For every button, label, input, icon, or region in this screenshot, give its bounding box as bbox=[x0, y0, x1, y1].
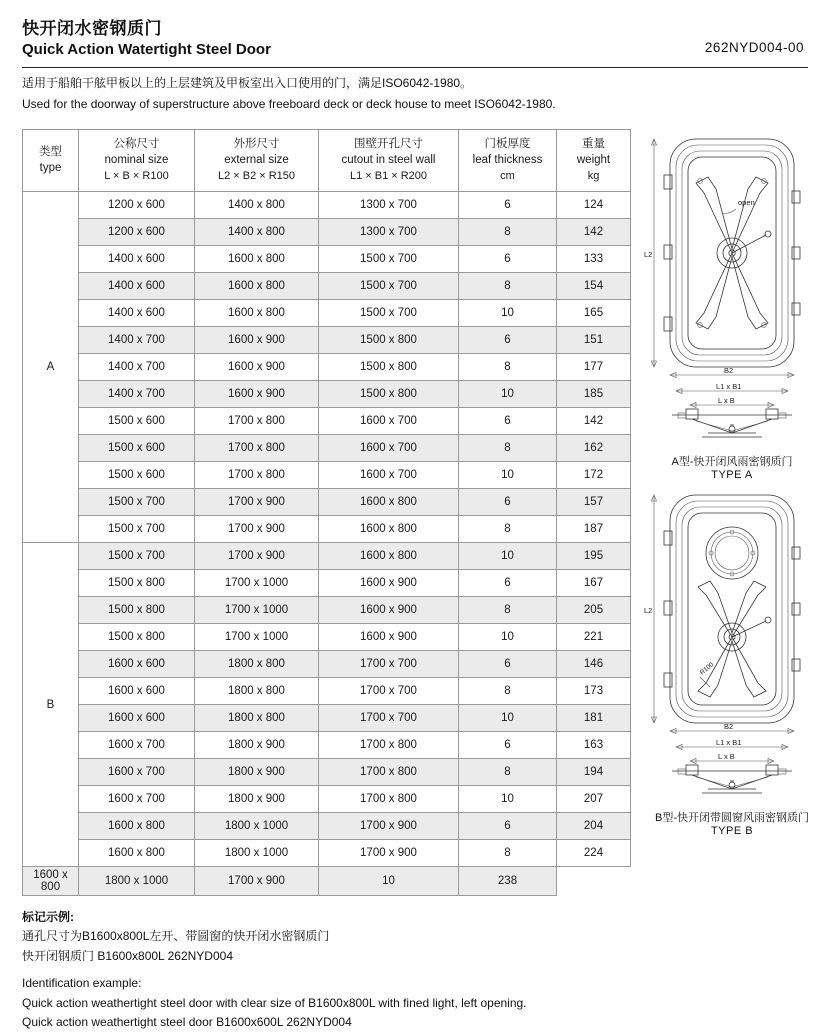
mark-title-en: Identification example: bbox=[22, 976, 142, 991]
cell-external-size: 1700 x 800 bbox=[195, 408, 319, 435]
cell-external-size: 1800 x 1000 bbox=[195, 813, 319, 840]
figure-b-nominal-label: L x B bbox=[718, 751, 735, 761]
cell-weight: 133 bbox=[557, 246, 631, 273]
figure-b-radius-label: R100 bbox=[698, 660, 716, 677]
cell-weight: 142 bbox=[557, 219, 631, 246]
cell-leaf-thickness: 8 bbox=[459, 435, 557, 462]
cell-weight: 204 bbox=[557, 813, 631, 840]
cell-weight: 157 bbox=[557, 489, 631, 516]
col-header-cutout bbox=[319, 129, 459, 191]
cell-external-size: 1800 x 1000 bbox=[195, 840, 319, 867]
table-row bbox=[23, 273, 631, 300]
cell-nominal-size: 1400 x 600 bbox=[79, 300, 195, 327]
table-row bbox=[23, 246, 631, 273]
page-title-cn: 快开闭水密钢质门 bbox=[22, 19, 162, 38]
figure-type-a bbox=[642, 131, 822, 481]
col-header-weight-cn: 重量 bbox=[582, 137, 605, 150]
cell-weight: 205 bbox=[557, 597, 631, 624]
figure-a-open-label: open bbox=[738, 197, 755, 207]
cell-cutout-size: 1700 x 900 bbox=[319, 840, 459, 867]
cell-nominal-size: 1200 x 600 bbox=[79, 192, 195, 219]
col-header-nominal bbox=[79, 129, 195, 191]
figure-a-nominal-label: L x B bbox=[718, 395, 735, 405]
cell-cutout-size: 1600 x 700 bbox=[319, 462, 459, 489]
cell-nominal-size: 1600 x 600 bbox=[79, 651, 195, 678]
cell-nominal-size: 1600 x 700 bbox=[79, 732, 195, 759]
cell-cutout-size: 1600 x 900 bbox=[319, 597, 459, 624]
cell-nominal-size: 1500 x 600 bbox=[79, 435, 195, 462]
col-header-external-cn: 外形尺寸 bbox=[233, 137, 280, 150]
figures-column bbox=[630, 129, 822, 843]
cell-external-size: 1800 x 800 bbox=[195, 705, 319, 732]
cell-external-size: 1800 x 800 bbox=[195, 651, 319, 678]
figure-type-a-front-view bbox=[642, 131, 822, 381]
cell-external-size: 1800 x 900 bbox=[195, 786, 319, 813]
table-row bbox=[23, 813, 631, 840]
cell-nominal-size: 1400 x 700 bbox=[79, 381, 195, 408]
cell-nominal-size: 1400 x 600 bbox=[79, 273, 195, 300]
cell-external-size: 1700 x 1000 bbox=[195, 624, 319, 651]
figure-b-width-label: B2 bbox=[724, 721, 734, 731]
cell-cutout-size: 1700 x 900 bbox=[319, 813, 459, 840]
cell-nominal-size: 1500 x 800 bbox=[79, 624, 195, 651]
document-header bbox=[22, 18, 808, 113]
cell-leaf-thickness: 10 bbox=[319, 867, 459, 896]
cell-cutout-size: 1700 x 800 bbox=[319, 786, 459, 813]
cell-weight: 154 bbox=[557, 273, 631, 300]
table-row bbox=[23, 300, 631, 327]
figure-b-caption-en: TYPE B bbox=[710, 824, 754, 837]
figure-b-cut-label: L1 x B1 bbox=[716, 737, 742, 747]
cell-external-size: 1700 x 900 bbox=[195, 516, 319, 543]
cell-external-size: 1700 x 1000 bbox=[195, 570, 319, 597]
cell-cutout-size: 1500 x 700 bbox=[319, 273, 459, 300]
cell-cutout-size: 1700 x 900 bbox=[195, 867, 319, 896]
col-header-weight-en: weight bbox=[576, 154, 611, 167]
cell-weight: 172 bbox=[557, 462, 631, 489]
cell-cutout-size: 1700 x 700 bbox=[319, 705, 459, 732]
figure-a-width-label: B2 bbox=[724, 365, 734, 375]
cell-external-size: 1400 x 800 bbox=[195, 219, 319, 246]
col-header-external bbox=[195, 129, 319, 191]
cell-external-size: 1600 x 900 bbox=[195, 327, 319, 354]
cell-external-size: 1700 x 900 bbox=[195, 489, 319, 516]
spec-table bbox=[22, 129, 631, 896]
spec-table-head bbox=[23, 129, 631, 191]
cell-leaf-thickness: 6 bbox=[459, 489, 557, 516]
cell-external-size: 1600 x 800 bbox=[195, 300, 319, 327]
cell-cutout-size: 1600 x 800 bbox=[319, 489, 459, 516]
cell-leaf-thickness: 6 bbox=[459, 813, 557, 840]
cell-leaf-thickness: 10 bbox=[459, 381, 557, 408]
cell-leaf-thickness: 8 bbox=[459, 759, 557, 786]
cell-weight: 124 bbox=[557, 192, 631, 219]
cell-cutout-size: 1700 x 700 bbox=[319, 651, 459, 678]
cell-leaf-thickness: 10 bbox=[459, 543, 557, 570]
cell-cutout-size: 1700 x 800 bbox=[319, 732, 459, 759]
cell-nominal-size: 1500 x 600 bbox=[79, 408, 195, 435]
cell-leaf-thickness: 10 bbox=[459, 462, 557, 489]
cell-leaf-thickness: 10 bbox=[459, 624, 557, 651]
cell-leaf-thickness: 10 bbox=[459, 786, 557, 813]
cell-weight: 185 bbox=[557, 381, 631, 408]
mark-line1-en: Quick action weathertight steel door with clear size of B1600x800L with fined light, left opening. bbox=[22, 995, 527, 1010]
document-code: 262NYD004-00 bbox=[704, 40, 804, 55]
cell-nominal-size: 1600 x 600 bbox=[79, 705, 195, 732]
col-header-external-en: external size bbox=[224, 154, 289, 167]
cell-weight: 238 bbox=[459, 867, 557, 896]
cell-cutout-size: 1600 x 900 bbox=[319, 624, 459, 651]
cell-leaf-thickness: 8 bbox=[459, 678, 557, 705]
content-area bbox=[22, 129, 808, 896]
description-en: Used for the doorway of superstructure above freeboard deck or deck house to meet ISO6042-1980. bbox=[22, 96, 556, 111]
cell-external-size: 1700 x 900 bbox=[195, 543, 319, 570]
col-header-nominal-en: nominal size bbox=[104, 154, 169, 167]
cell-cutout-size: 1600 x 700 bbox=[319, 435, 459, 462]
cell-nominal-size: 1400 x 600 bbox=[79, 246, 195, 273]
cell-leaf-thickness: 8 bbox=[459, 219, 557, 246]
table-row bbox=[23, 489, 631, 516]
figure-a-cut-label: L1 x B1 bbox=[716, 381, 742, 391]
col-header-type bbox=[23, 129, 79, 191]
description-cn: 适用于船舶干舷甲板以上的上层建筑及甲板室出入口使用的门，满足ISO6042-1980。 bbox=[22, 75, 473, 90]
cell-nominal-size: 1600 x 600 bbox=[79, 678, 195, 705]
cell-weight: 163 bbox=[557, 732, 631, 759]
page-title-en: Quick Action Watertight Steel Door bbox=[22, 41, 271, 59]
cell-cutout-size: 1500 x 700 bbox=[319, 246, 459, 273]
cell-weight: 195 bbox=[557, 543, 631, 570]
cell-external-size: 1700 x 1000 bbox=[195, 597, 319, 624]
cell-nominal-size: 1400 x 700 bbox=[79, 354, 195, 381]
cell-weight: 167 bbox=[557, 570, 631, 597]
cell-nominal-size: 1600 x 800 bbox=[23, 867, 79, 896]
cell-external-size: 1600 x 800 bbox=[195, 273, 319, 300]
cell-leaf-thickness: 6 bbox=[459, 570, 557, 597]
figure-a-caption-en: TYPE A bbox=[711, 468, 753, 481]
table-row bbox=[23, 678, 631, 705]
cell-nominal-size: 1500 x 700 bbox=[79, 516, 195, 543]
cell-external-size: 1400 x 800 bbox=[195, 192, 319, 219]
cell-weight: 162 bbox=[557, 435, 631, 462]
cell-type-group: A bbox=[23, 192, 79, 543]
cell-nominal-size: 1500 x 700 bbox=[79, 543, 195, 570]
cell-cutout-size: 1600 x 900 bbox=[319, 570, 459, 597]
cell-weight: 165 bbox=[557, 300, 631, 327]
table-row bbox=[23, 381, 631, 408]
cell-weight: 177 bbox=[557, 354, 631, 381]
table-row bbox=[23, 462, 631, 489]
cell-leaf-thickness: 6 bbox=[459, 651, 557, 678]
cell-weight: 151 bbox=[557, 327, 631, 354]
figure-b-caption-cn: B型-快开闭带圆窗风雨密钢质门 bbox=[655, 811, 809, 824]
cell-external-size: 1700 x 800 bbox=[195, 435, 319, 462]
cell-nominal-size: 1600 x 700 bbox=[79, 759, 195, 786]
mark-title-cn: 标记示例: bbox=[22, 910, 74, 925]
table-row bbox=[23, 327, 631, 354]
header-divider bbox=[22, 67, 808, 68]
cell-nominal-size: 1400 x 700 bbox=[79, 327, 195, 354]
col-header-cutout-cn: 围壁开孔尺寸 bbox=[354, 137, 423, 150]
cell-external-size: 1800 x 900 bbox=[195, 732, 319, 759]
cell-cutout-size: 1700 x 800 bbox=[319, 759, 459, 786]
cell-leaf-thickness: 8 bbox=[459, 354, 557, 381]
cell-nominal-size: 1200 x 600 bbox=[79, 219, 195, 246]
cell-weight: 142 bbox=[557, 408, 631, 435]
cell-cutout-size: 1500 x 800 bbox=[319, 327, 459, 354]
spec-table-wrapper bbox=[22, 129, 630, 896]
cell-cutout-size: 1300 x 700 bbox=[319, 192, 459, 219]
figure-a-height-label: L2 bbox=[644, 249, 653, 259]
table-row bbox=[23, 759, 631, 786]
spec-table-body bbox=[23, 192, 631, 896]
col-header-cutout-en: cutout in steel wall bbox=[341, 154, 436, 167]
cell-external-size: 1600 x 900 bbox=[195, 381, 319, 408]
cell-weight: 224 bbox=[557, 840, 631, 867]
cell-cutout-size: 1600 x 800 bbox=[319, 516, 459, 543]
col-header-external-sub: L2 × B2 × R150 bbox=[217, 170, 296, 183]
cell-cutout-size: 1600 x 700 bbox=[319, 408, 459, 435]
cell-nominal-size: 1600 x 800 bbox=[79, 813, 195, 840]
table-row bbox=[23, 786, 631, 813]
table-row bbox=[23, 624, 631, 651]
cell-cutout-size: 1500 x 800 bbox=[319, 381, 459, 408]
cell-cutout-size: 1600 x 800 bbox=[319, 543, 459, 570]
cell-external-size: 1800 x 900 bbox=[195, 759, 319, 786]
mark-line1-cn: 通孔尺寸为B1600x800L左开、带圆窗的快开闭水密钢质门 bbox=[22, 929, 330, 944]
cell-external-size: 1600 x 900 bbox=[195, 354, 319, 381]
cell-weight: 146 bbox=[557, 651, 631, 678]
table-row bbox=[23, 192, 631, 219]
cell-leaf-thickness: 6 bbox=[459, 732, 557, 759]
table-row bbox=[23, 435, 631, 462]
cell-nominal-size: 1500 x 800 bbox=[79, 570, 195, 597]
table-row bbox=[23, 570, 631, 597]
figure-b-height-label: L2 bbox=[644, 605, 653, 615]
cell-leaf-thickness: 6 bbox=[459, 246, 557, 273]
table-row bbox=[23, 543, 631, 570]
mark-line2-en: Quick action weathertight steel door B1600x600L 262NYD004 bbox=[22, 1015, 352, 1030]
table-header-row bbox=[23, 129, 631, 191]
cell-weight: 221 bbox=[557, 624, 631, 651]
cell-leaf-thickness: 8 bbox=[459, 516, 557, 543]
cell-weight: 187 bbox=[557, 516, 631, 543]
figure-a-caption-cn: A型-快开闭风雨密钢质门 bbox=[671, 455, 793, 468]
table-row bbox=[23, 408, 631, 435]
figure-type-b bbox=[642, 487, 822, 837]
cell-external-size: 1800 x 800 bbox=[195, 678, 319, 705]
cell-type-group: B bbox=[23, 543, 79, 867]
table-row bbox=[23, 867, 631, 896]
col-header-nominal-sub: L × B × R100 bbox=[104, 170, 169, 183]
cell-leaf-thickness: 8 bbox=[459, 840, 557, 867]
cell-leaf-thickness: 10 bbox=[459, 705, 557, 732]
footer-spacer bbox=[22, 966, 808, 974]
cell-leaf-thickness: 6 bbox=[459, 327, 557, 354]
cell-nominal-size: 1600 x 800 bbox=[79, 840, 195, 867]
cell-leaf-thickness: 10 bbox=[459, 300, 557, 327]
cell-cutout-size: 1700 x 700 bbox=[319, 678, 459, 705]
table-row bbox=[23, 651, 631, 678]
cell-nominal-size: 1500 x 600 bbox=[79, 462, 195, 489]
cell-cutout-size: 1500 x 700 bbox=[319, 300, 459, 327]
col-header-type-cn: 类型 bbox=[39, 145, 62, 158]
col-header-leaf-cn: 门板厚度 bbox=[484, 137, 531, 150]
cell-leaf-thickness: 6 bbox=[459, 192, 557, 219]
mark-line2-cn: 快开闭钢质门 B1600x800L 262NYD004 bbox=[22, 948, 233, 963]
figure-type-a-section-view bbox=[642, 381, 822, 451]
col-header-nominal-cn: 公称尺寸 bbox=[113, 137, 160, 150]
table-row bbox=[23, 705, 631, 732]
cell-leaf-thickness: 6 bbox=[459, 408, 557, 435]
figure-type-b-section-view bbox=[642, 737, 822, 807]
table-row bbox=[23, 840, 631, 867]
col-header-cutout-sub: L1 × B1 × R200 bbox=[349, 170, 428, 183]
cell-nominal-size: 1500 x 800 bbox=[79, 597, 195, 624]
cell-cutout-size: 1300 x 700 bbox=[319, 219, 459, 246]
table-row bbox=[23, 219, 631, 246]
col-header-leaf-sub: cm bbox=[500, 170, 515, 183]
col-header-type-en: type bbox=[39, 162, 62, 175]
table-row bbox=[23, 354, 631, 381]
col-header-leaf bbox=[459, 129, 557, 191]
col-header-leaf-en: leaf thickness bbox=[472, 154, 543, 167]
cell-weight: 207 bbox=[557, 786, 631, 813]
figure-type-b-front-view bbox=[642, 487, 822, 737]
cell-external-size: 1800 x 1000 bbox=[79, 867, 195, 896]
table-row bbox=[23, 516, 631, 543]
cell-weight: 173 bbox=[557, 678, 631, 705]
cell-weight: 181 bbox=[557, 705, 631, 732]
cell-external-size: 1700 x 800 bbox=[195, 462, 319, 489]
cell-cutout-size: 1500 x 800 bbox=[319, 354, 459, 381]
cell-leaf-thickness: 8 bbox=[459, 273, 557, 300]
cell-nominal-size: 1600 x 700 bbox=[79, 786, 195, 813]
col-header-weight bbox=[557, 129, 631, 191]
cell-weight: 194 bbox=[557, 759, 631, 786]
cell-leaf-thickness: 8 bbox=[459, 597, 557, 624]
cell-nominal-size: 1500 x 700 bbox=[79, 489, 195, 516]
table-row bbox=[23, 732, 631, 759]
cell-external-size: 1600 x 800 bbox=[195, 246, 319, 273]
col-header-weight-sub: kg bbox=[587, 170, 600, 183]
table-row bbox=[23, 597, 631, 624]
